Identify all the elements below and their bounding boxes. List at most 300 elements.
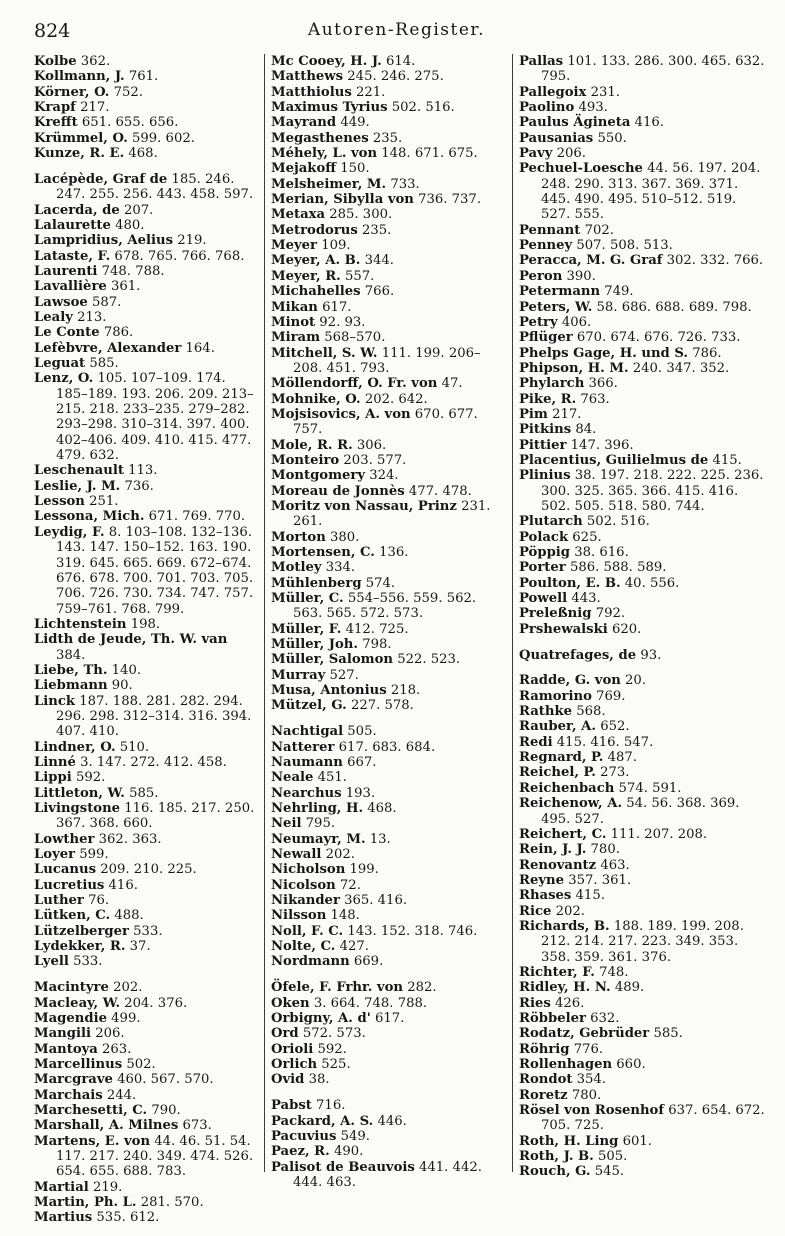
page-references: 592. (317, 1041, 347, 1057)
index-entry (519, 750, 766, 765)
author-name: Mortensen, C. (271, 545, 375, 560)
index-entry (271, 146, 508, 161)
page-references: 84. (575, 422, 597, 438)
author-name: Meyer, R. (271, 268, 341, 284)
index-entry (271, 893, 508, 908)
author-name: Prshewalski (519, 621, 608, 637)
author-name: Leguat (34, 356, 86, 372)
author-name: Lawsoe (34, 294, 88, 310)
index-entry (271, 207, 508, 222)
index-entry (271, 755, 508, 770)
index-entry (519, 904, 766, 919)
page-references: 202. (555, 903, 585, 919)
index-entry (271, 786, 508, 801)
index-entry (271, 770, 508, 785)
index-entry (34, 1103, 259, 1118)
author-name: Redi (519, 734, 553, 750)
index-entry (34, 996, 259, 1011)
author-name: Macintyre (34, 980, 109, 996)
author-name: Marcellinus (34, 1057, 123, 1072)
page-references: 231. 261. (293, 498, 491, 530)
author-name: Möllendorff, O. Fr. von (271, 376, 438, 392)
author-name: Lenz, O. (34, 371, 94, 387)
page-references: 585. (653, 1026, 683, 1042)
index-entry (271, 939, 508, 954)
page-references: 334. (325, 560, 356, 576)
author-name: Metaxa (271, 207, 326, 223)
page-references: 786. (103, 325, 134, 341)
index-entry (519, 346, 766, 361)
index-entry (519, 576, 766, 591)
author-name: Röhrig (519, 1041, 570, 1057)
author-name: Pim (519, 406, 548, 422)
index-entry (271, 1160, 508, 1191)
page-references: 426. (555, 995, 585, 1011)
index-entry (519, 1164, 766, 1179)
index-entry (34, 755, 259, 770)
page-references: 281. 570. (140, 1195, 204, 1211)
index-entry (271, 269, 508, 284)
author-name: Lidth de Jeude, Th. W. van (34, 632, 228, 648)
index-entry (519, 689, 766, 704)
page-references: 716. (316, 1098, 346, 1114)
page-references: 140. (111, 662, 142, 678)
page-references: 670. 677. 757. (293, 406, 478, 438)
page-references: 667. (347, 754, 377, 770)
page-references: 72. (339, 877, 361, 893)
author-name: Rouch, G. (519, 1164, 591, 1180)
author-name: Martin, Ph. L. (34, 1195, 137, 1211)
index-entry (519, 1011, 766, 1026)
page-references: 207. (123, 202, 154, 218)
index-entry (271, 54, 508, 69)
index-entry (271, 131, 508, 146)
author-name: Minot (271, 314, 316, 330)
page-references: 105. 107–109. 174. 185–189. 193. 206. 209. 213–215. 218. 233–235. 279–282. 293–298. 310–314. 397. 400. 402–406. 409. 410. 415. 477. 479. 632. (56, 371, 254, 464)
index-entry (271, 315, 508, 330)
page-references: 193. (345, 785, 376, 801)
author-name: Packard, A. S. (271, 1113, 374, 1129)
index-entry (34, 371, 259, 463)
index-entry (34, 310, 259, 325)
index-entry (271, 1114, 508, 1129)
author-name: Poulton, E. B. (519, 575, 621, 591)
page-references: 218. (390, 683, 421, 699)
letter-group (271, 980, 508, 1087)
page-references: 766. (364, 284, 395, 300)
author-name: Reichenbach (519, 780, 615, 796)
index-entry (271, 801, 508, 816)
author-name: Petry (519, 314, 558, 330)
author-name: Orlich (271, 1057, 318, 1072)
page-references: 148. (330, 908, 360, 924)
page-references: 3. 664. 748. 788. (313, 995, 428, 1011)
author-name: Powell (519, 591, 568, 607)
running-title: Autoren-Register. (307, 20, 486, 40)
author-name: Pallas (519, 54, 564, 69)
author-name: Lesson (34, 494, 85, 510)
author-name: Nachtigal (271, 724, 344, 740)
author-name: Michahelles (271, 284, 361, 300)
page-references: 235. (372, 130, 403, 146)
page-references: 202. (113, 980, 143, 996)
author-name: Lindner, O. (34, 739, 116, 755)
author-name: Phylarch (519, 376, 585, 392)
index-entry (271, 1011, 508, 1026)
page-references: 263. (102, 1041, 132, 1057)
index-entry (519, 284, 766, 299)
index-entry (271, 530, 508, 545)
author-name: Peters, W. (519, 299, 593, 315)
index-entry (34, 100, 259, 115)
page-references: 150. (340, 161, 370, 177)
index-column-1 (34, 54, 259, 1236)
page-references: 795. (305, 816, 336, 832)
index-entry (519, 453, 766, 468)
index-entry (271, 115, 508, 130)
page-references: 164. (185, 340, 215, 356)
index-entry (271, 468, 508, 483)
page-references: 451. (317, 770, 347, 786)
index-entry (34, 1180, 259, 1195)
author-name: Müller, Joh. (271, 637, 358, 653)
page-references: 549. (340, 1128, 370, 1144)
index-columns (0, 54, 785, 1226)
index-entry (519, 392, 766, 407)
author-name: Penney (519, 238, 573, 254)
index-entry (34, 249, 259, 264)
page-references: 489. (614, 980, 645, 996)
page-references: 790. (151, 1103, 181, 1119)
index-entry (34, 1210, 259, 1225)
author-name: Mc Cooey, H. J. (271, 54, 382, 69)
page-references: 660. (616, 1057, 646, 1072)
page-references: 493. (578, 100, 608, 116)
index-entry (271, 652, 508, 667)
page-references: 463. (600, 857, 630, 873)
author-name: Regnard, P. (519, 750, 604, 766)
page-references: 550. (597, 130, 627, 146)
page-references: 147. 396. (570, 437, 634, 453)
index-entry (271, 740, 508, 755)
page-header (34, 14, 759, 48)
author-name: Newall (271, 847, 322, 863)
page-references: 502. 516. (391, 100, 455, 116)
page-references: 324. (369, 468, 399, 484)
index-entry (271, 622, 508, 637)
index-entry (34, 924, 259, 939)
index-entry (34, 832, 259, 847)
index-entry (271, 253, 508, 268)
index-entry (519, 361, 766, 376)
index-entry (519, 560, 766, 575)
author-name: Ord (271, 1026, 299, 1042)
page-references: 47. (441, 376, 463, 392)
author-name: Richards, B. (519, 918, 610, 934)
index-entry (34, 632, 259, 663)
author-name: Nehrling, H. (271, 801, 364, 816)
author-name: Rathke (519, 704, 573, 720)
index-entry (519, 54, 766, 85)
author-name: Orioli (271, 1041, 314, 1057)
page-references: 533. (133, 923, 163, 939)
author-name: Kolbe (34, 54, 77, 69)
index-entry (34, 1072, 259, 1087)
author-name: Leschenault (34, 463, 124, 479)
page-references: 38. (308, 1072, 330, 1088)
page-references: 415. (712, 452, 742, 468)
author-name: Lessona, Mich. (34, 509, 145, 525)
page-references: 92. 93. (319, 314, 366, 330)
page-references: 199. (349, 862, 379, 878)
page-references: 460. 567. 570. (117, 1072, 214, 1088)
page-references: 617. (322, 299, 352, 315)
author-name: Pittier (519, 437, 567, 453)
index-entry (34, 1057, 259, 1072)
index-entry (519, 161, 766, 222)
author-name: Quatrefages, de (519, 647, 637, 663)
index-entry (34, 146, 259, 161)
page-references: 206. (95, 1026, 125, 1042)
page-references: 54. 56. 368. 369. 495. 527. (541, 796, 740, 827)
page-references: 380. (330, 529, 360, 545)
letter-group (519, 648, 766, 663)
index-entry (519, 468, 766, 514)
index-entry (271, 1042, 508, 1057)
page-references: 251. (89, 494, 119, 510)
page-references: 93. (640, 647, 662, 663)
page-references: 109. (321, 238, 351, 254)
index-entry (34, 479, 259, 494)
index-entry (34, 954, 259, 969)
author-name: Pike, R. (519, 391, 577, 407)
author-name: Ries (519, 995, 551, 1011)
index-entry (519, 1134, 766, 1149)
author-name: Miram (271, 330, 321, 346)
index-entry (34, 1195, 259, 1210)
page-references: 505. (347, 724, 377, 740)
index-entry (519, 376, 766, 391)
author-name: Meyer, A. B. (271, 253, 361, 269)
author-name: Musa, Antonius (271, 683, 387, 699)
page-references: 652. (600, 719, 630, 735)
author-name: Merian, Sibylla von (271, 192, 414, 208)
index-entry (271, 1026, 508, 1041)
index-entry (519, 842, 766, 857)
index-entry (519, 115, 766, 130)
author-name: Lavallière (34, 279, 107, 295)
page-references: 545. (594, 1164, 625, 1180)
page-references: 362. (80, 54, 111, 69)
page-references: 282. (407, 980, 437, 996)
index-entry (34, 54, 259, 69)
index-entry (519, 1149, 766, 1164)
author-name: Ovid (271, 1072, 305, 1088)
index-entry (519, 622, 766, 637)
author-name: Müller, Salomon (271, 652, 393, 668)
index-entry (34, 878, 259, 893)
index-entry (519, 719, 766, 734)
index-entry (34, 218, 259, 233)
page-references: 366. (588, 376, 618, 392)
page-references: 749. (604, 284, 634, 300)
author-name: Lacerda, de (34, 202, 120, 218)
author-name: Maximus Tyrius (271, 100, 388, 116)
page-references: 365. 416. (344, 893, 408, 909)
index-entry (519, 131, 766, 146)
index-entry (519, 781, 766, 796)
author-name: Meyer (271, 238, 317, 254)
index-entry (34, 847, 259, 862)
page-references: 733. (390, 176, 420, 192)
author-name: Liebmann (34, 678, 108, 694)
author-name: Mitchell, S. W. (271, 345, 378, 361)
index-entry (519, 1088, 766, 1103)
index-entry (271, 1072, 508, 1087)
author-name: Natterer (271, 739, 335, 755)
page-references: 188. 189. 199. 208. 212. 214. 217. 223. 349. 353. 358. 359. 361. 376. (541, 918, 744, 965)
author-name: Lowther (34, 831, 95, 847)
author-name: Palisot de Beauvois (271, 1159, 415, 1175)
author-name: Le Conte (34, 325, 100, 341)
page-references: 487. (607, 750, 637, 766)
page-references: 198. (130, 616, 161, 632)
page-references: 390. (566, 268, 596, 284)
author-name: Pflüger (519, 330, 573, 346)
page-references: 217. (80, 100, 110, 116)
index-entry (34, 939, 259, 954)
author-name: Phipson, H. M. (519, 360, 629, 376)
index-entry (271, 847, 508, 862)
letter-group (519, 673, 766, 1179)
author-name: Marshall, A. Milnes (34, 1118, 179, 1134)
page-references: 525. (321, 1057, 351, 1072)
index-entry (271, 161, 508, 176)
page-references: 780. (571, 1087, 602, 1103)
page-references: 527. (329, 667, 359, 683)
page-references: 221. (355, 84, 386, 100)
author-name: Polack (519, 529, 569, 545)
author-name: Lucretius (34, 877, 105, 893)
index-entry (271, 668, 508, 683)
author-name: Morton (271, 529, 326, 545)
index-entry (34, 1042, 259, 1057)
page-references: 13. (369, 831, 391, 847)
page-references: 441. 442. 444. 463. (293, 1159, 482, 1190)
index-entry (519, 530, 766, 545)
page-references: 505. (597, 1149, 628, 1165)
index-entry (519, 300, 766, 315)
letter-group (271, 1098, 508, 1190)
page-references: 620. (611, 621, 642, 637)
author-name: Noll, F. C. (271, 923, 344, 939)
letter-group (271, 54, 508, 714)
index-entry (271, 330, 508, 345)
author-name: Nicolson (271, 877, 336, 893)
author-name: Neil (271, 816, 302, 832)
index-entry (271, 376, 508, 391)
page-references: 554–556. 559. 562. 563. 565. 572. 573. (293, 591, 477, 622)
index-entry (34, 980, 259, 995)
page-references: 499. (111, 1010, 141, 1026)
index-column-2 (271, 54, 508, 1201)
page-references: 587. (91, 294, 122, 310)
index-entry (34, 131, 259, 146)
page-references: 204. 376. (124, 995, 188, 1011)
page-references: 244. (106, 1087, 137, 1103)
letter-group (519, 54, 766, 637)
page-references: 673. (182, 1118, 212, 1134)
author-name: Rice (519, 903, 552, 919)
page-references: 568. (576, 704, 606, 720)
index-entry (519, 796, 766, 827)
page-references: 599. 602. (132, 130, 195, 146)
author-name: Martial (34, 1179, 89, 1195)
page-references: 632. (590, 1010, 620, 1026)
index-entry (34, 233, 259, 248)
page-references: 302. 332. 766. (666, 253, 764, 269)
page-references: 761. (128, 69, 159, 85)
author-name: Müller, C. (271, 591, 344, 607)
author-name: Mangili (34, 1026, 91, 1042)
page-references: 384. (56, 647, 86, 663)
author-name: Lataste, F. (34, 248, 111, 264)
author-name: Roth, J. B. (519, 1149, 594, 1165)
index-entry (519, 648, 766, 663)
index-entry (519, 980, 766, 995)
page-references: 792. (595, 606, 626, 622)
page-references: 617. 683. 684. (338, 739, 436, 755)
page-references: 535. 612. (96, 1210, 160, 1226)
author-name: Mayrand (271, 115, 337, 131)
author-name: Oken (271, 995, 310, 1011)
letter-group (34, 980, 259, 1226)
page-references: 449. (340, 115, 370, 131)
page-references: 116. 185. 217. 250. 367. 368. 660. (56, 801, 255, 832)
author-name: Lefèbvre, Alexander (34, 340, 182, 356)
index-entry (519, 704, 766, 719)
index-entry (519, 422, 766, 437)
index-entry (271, 85, 508, 100)
page-references: 415. (575, 888, 605, 904)
page-references: 468. (128, 146, 158, 162)
index-entry (34, 1134, 259, 1180)
author-name: Pöppig (519, 545, 571, 560)
page-references: 306. (356, 437, 387, 453)
author-name: Rauber, A. (519, 719, 596, 735)
index-entry (34, 494, 259, 509)
author-name: Motley (271, 560, 322, 576)
index-entry (271, 300, 508, 315)
author-name: Pitkins (519, 422, 572, 438)
index-entry (271, 177, 508, 192)
page-references: 361. (111, 279, 141, 295)
page-references: 406. (561, 314, 592, 330)
page-references: 209. 210. 225. (100, 862, 197, 878)
index-entry (519, 919, 766, 965)
author-name: Lampridius, Aelius (34, 233, 174, 249)
author-name: Körner, O. (34, 84, 110, 100)
index-entry (34, 1118, 259, 1133)
author-name: Melsheimer, M. (271, 176, 387, 192)
index-entry (519, 606, 766, 621)
author-name: Nearchus (271, 785, 342, 801)
index-entry (271, 591, 508, 622)
index-entry (34, 69, 259, 84)
index-entry (34, 463, 259, 478)
index-entry (519, 407, 766, 422)
page-references: 217. (552, 406, 582, 422)
